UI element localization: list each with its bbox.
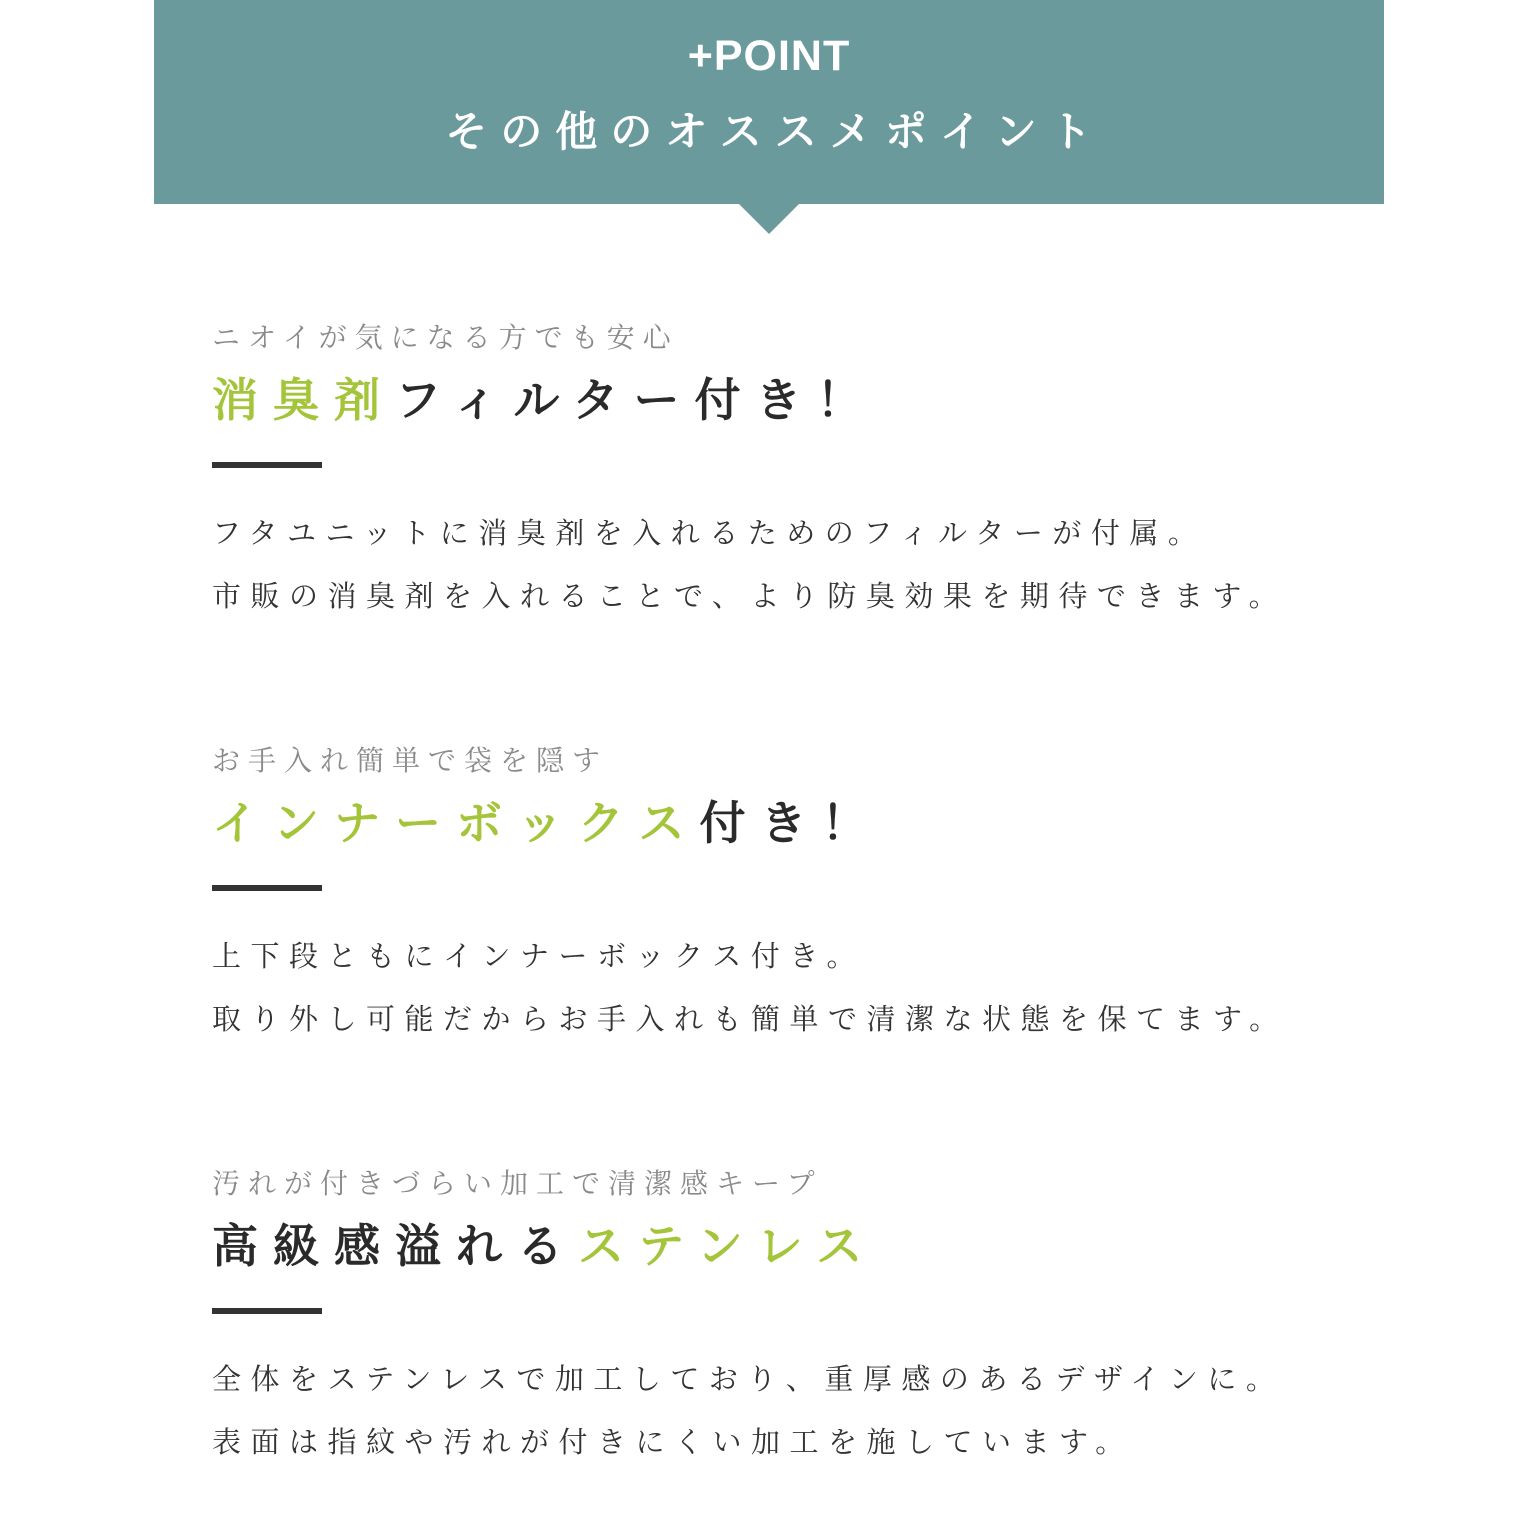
section-body bbox=[212, 925, 1412, 1051]
section-divider bbox=[212, 462, 322, 468]
headline-accent: ステンレス bbox=[578, 1219, 878, 1273]
section-body bbox=[212, 502, 1412, 628]
body-line: 全体をステンレスで加工しており、重厚感のあるデザインに。 bbox=[212, 1362, 1285, 1396]
section-subtitle: ニオイが気になる方でも安心 bbox=[212, 321, 679, 354]
body-line: 市販の消臭剤を入れることで、より防臭効果を期待できます。 bbox=[212, 579, 1288, 613]
section-headline bbox=[212, 791, 1412, 855]
section-subtitle: お手入れ簡単で袋を隠す bbox=[212, 744, 609, 777]
section-subtitle: 汚れが付きづらい加工で清潔感キープ bbox=[212, 1167, 823, 1200]
headline-text: 高級感溢れる bbox=[212, 1219, 578, 1273]
point-label: +POINT bbox=[687, 32, 851, 80]
headline-text: フィルター付き！ bbox=[395, 373, 878, 427]
feature-section-deodorant-filter bbox=[212, 318, 1412, 628]
body-line: 取り外し可能だからお手入れも簡単で清潔な状態を保てます。 bbox=[212, 1002, 1288, 1036]
section-headline bbox=[212, 368, 1412, 432]
body-line: 表面は指紋や汚れが付きにくい加工を施しています。 bbox=[212, 1425, 1134, 1459]
headline-accent: 消臭剤 bbox=[212, 373, 395, 427]
page-title: その他のオススメポイント bbox=[445, 107, 1105, 156]
headline-accent: インナーボックス bbox=[212, 796, 700, 850]
section-divider bbox=[212, 885, 322, 891]
headline-text: 付き！ bbox=[699, 796, 883, 850]
section-divider bbox=[212, 1308, 322, 1314]
body-line: 上下段ともにインナーボックス付き。 bbox=[212, 939, 866, 973]
feature-section-inner-box bbox=[212, 741, 1412, 1051]
section-body bbox=[212, 1348, 1412, 1474]
banner-pointer-triangle bbox=[738, 203, 800, 234]
body-line: フタユニットに消臭剤を入れるためのフィルターが付属。 bbox=[212, 516, 1207, 550]
feature-section-stainless bbox=[212, 1164, 1412, 1474]
section-headline bbox=[212, 1214, 1412, 1278]
